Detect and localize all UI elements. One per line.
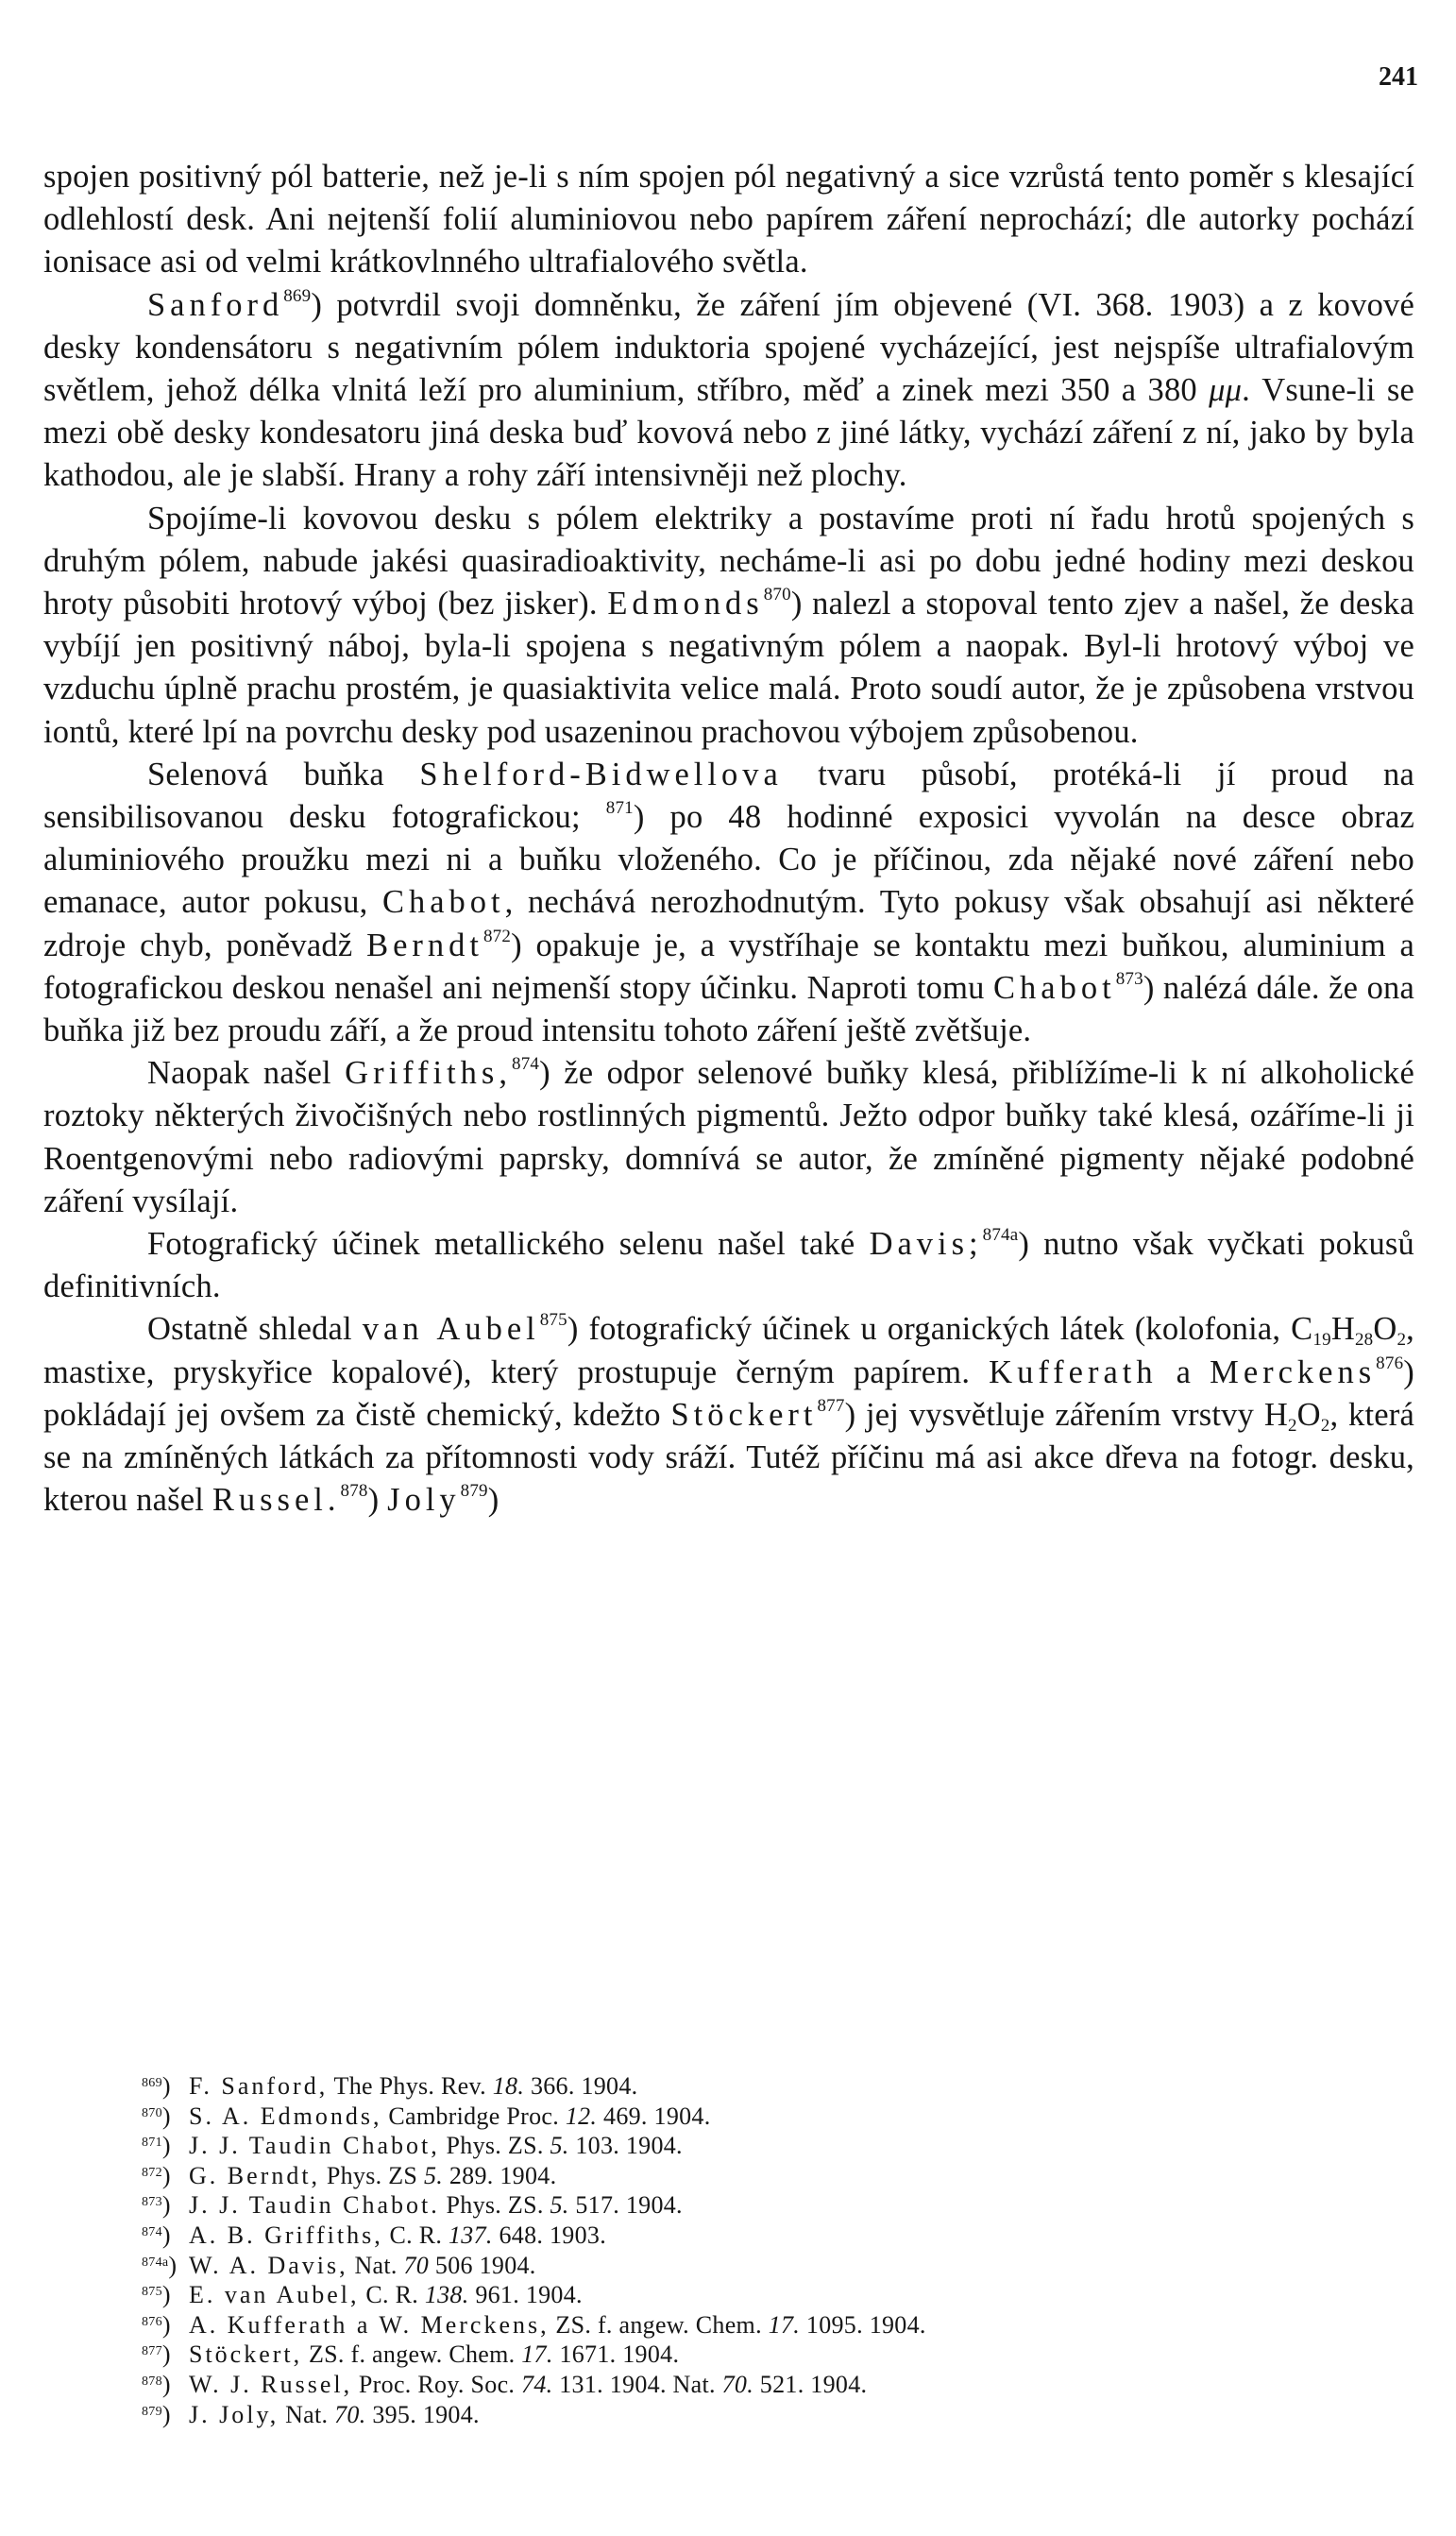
footnote-volume: 137. bbox=[449, 2221, 493, 2249]
footnote: $^{873}$) J. J. Taudin Chabot. Phys. ZS. 5. 517. 1904. bbox=[142, 2191, 683, 2220]
footnote: $^{870}$) S. A. Edmonds, Cambridge Proc. 12. 469. 1904. bbox=[142, 2102, 711, 2130]
footnote-ref[interactable]: 872 bbox=[483, 926, 512, 946]
footnote-number: 877 bbox=[142, 2344, 162, 2359]
paragraph-5: Naopak našel Griffiths,$^{874}$) že odpor selenové buňky klesá, přiblížíme-li k ní alkoholické roztoky některých živočišných nebo rostlinných pigmentů. Ježto odpor buňky také klesá, ozáříme-li ji Roentgenovými nebo radiovými paprsky, domnívá se autor, že zmíněné pigmenty nějaké podobné záření vysílají. bbox=[43, 1054, 1414, 1219]
footnote: $^{874a}$) W. A. Davis, Nat. 70 506 1904. bbox=[142, 2251, 536, 2279]
footnote-volume: 70 bbox=[403, 2251, 430, 2279]
author-name: Berndt bbox=[366, 927, 483, 963]
footnote-number: 872 bbox=[142, 2165, 162, 2180]
footnote-ref[interactable]: 869 bbox=[283, 285, 312, 306]
footnote-ref[interactable]: 875 bbox=[539, 1310, 567, 1331]
formula-subscript: 2 bbox=[1320, 1415, 1330, 1436]
footnote-number: 879 bbox=[142, 2404, 162, 2419]
footnote-volume: 18. bbox=[492, 2072, 525, 2100]
author-name: Chabot bbox=[993, 969, 1116, 1006]
author-name: Stöckert bbox=[670, 1396, 818, 1433]
footnote-author: Stöckert, bbox=[189, 2340, 303, 2369]
footnote-volume: 5. bbox=[550, 2132, 569, 2160]
footnote-volume: 74. bbox=[521, 2370, 553, 2398]
footnote-author: W. A. Davis, bbox=[189, 2251, 348, 2279]
footnote: $^{871}$) J. J. Taudin Chabot, Phys. ZS. 5. 103. 1904. bbox=[142, 2132, 683, 2160]
paragraph-7: Ostatně shledal van Aubel$^{875}$) fotografický účinek u organických látek (kolofonia, $C_{19}H_{28}O_2$, mastixe, pryskyřice kopalové), který prostupuje černým papírem. Kufferath a Merckens$^{876}$) pokládají jej ovšem za čistě chemický, kdežto Stöckert$^{877}$) jej vysvětluje zářením vrstvy $H_2O_2$, která se na zmíněných látkách za přítomnosti vody sráží. Tutéž příčinu má asi akce dřeva na fotogr. desku, kterou našel Russel.$^{878}$) Joly$^{879}$) bbox=[43, 1310, 1414, 1519]
footnote-author: S. A. Edmonds, bbox=[189, 2102, 382, 2130]
footnote-ref[interactable]: 877 bbox=[817, 1395, 845, 1416]
author-name: Kufferath bbox=[989, 1353, 1158, 1390]
footnote-author: A. B. Griffiths, bbox=[189, 2221, 383, 2249]
author-name: Russel. bbox=[212, 1482, 341, 1519]
author-name: Merckens bbox=[1210, 1353, 1377, 1390]
footnote: $^{877}$) Stöckert, ZS. f. angew. Chem. 17. 1671. 1904. bbox=[142, 2340, 680, 2369]
footnote-number: 869 bbox=[142, 2076, 162, 2090]
footnotes bbox=[142, 2071, 1369, 2429]
footnote-number: 876 bbox=[142, 2314, 162, 2329]
footnote: $^{876}$) A. Kufferath a W. Merckens, ZS. f. angew. Chem. 17. 1095. 1904. bbox=[142, 2310, 926, 2339]
footnote-ref[interactable]: 874 bbox=[512, 1054, 540, 1075]
body-text bbox=[43, 156, 1414, 1523]
footnote: $^{875}$) E. van Aubel, C. R. 138. 961. 1904. bbox=[142, 2281, 583, 2309]
page-number: 241 bbox=[1379, 62, 1418, 92]
author-name: Edmonds bbox=[607, 586, 764, 622]
footnote-number: 874a bbox=[142, 2255, 169, 2270]
footnote: $^{878}$) W. J. Russel, Proc. Roy. Soc. 74. 131. 1904. Nat. 70. 521. 1904. bbox=[142, 2370, 868, 2398]
footnote-author: G. Berndt, bbox=[189, 2161, 321, 2189]
footnote-ref[interactable]: 874a bbox=[982, 1225, 1019, 1246]
footnote-author: J. J. Taudin Chabot, bbox=[189, 2132, 440, 2160]
footnote-ref[interactable]: 871 bbox=[605, 798, 634, 819]
footnote: $^{874}$) A. B. Griffiths, C. R. 137. 648. 1903. bbox=[142, 2221, 607, 2249]
paragraph-6: Fotografický účinek metallického selenu našel také Davis;$^{874a}$) nutno však vyčkati pokusů definitivních. bbox=[43, 1225, 1414, 1305]
author-name: Griffiths, bbox=[345, 1055, 512, 1092]
footnote-number: 875 bbox=[142, 2285, 162, 2300]
footnote: $^{879}$) J. Joly, Nat. 70. 395. 1904. bbox=[142, 2400, 480, 2428]
unit-symbol: μμ bbox=[1209, 372, 1243, 409]
footnote-number: 878 bbox=[142, 2374, 162, 2389]
footnote-volume: 5. bbox=[550, 2191, 569, 2220]
footnote-ref[interactable]: 873 bbox=[1115, 968, 1143, 989]
footnote-ref[interactable]: 876 bbox=[1376, 1353, 1404, 1373]
author-name: Shelford-Bidwellova bbox=[419, 756, 783, 792]
formula-subscript: 19 bbox=[1312, 1330, 1331, 1351]
formula-subscript: 2 bbox=[1397, 1330, 1407, 1351]
footnote-volume: 138. bbox=[424, 2281, 469, 2309]
footnote-volume: 70. bbox=[721, 2370, 753, 2398]
author-name: Chabot bbox=[381, 884, 505, 921]
footnote-ref[interactable]: 870 bbox=[763, 585, 791, 605]
footnote-volume: 17. bbox=[768, 2310, 801, 2339]
footnote-author: W. J. Russel, bbox=[189, 2370, 353, 2398]
author-name: Sanford bbox=[147, 286, 284, 323]
footnote-volume: 5. bbox=[423, 2161, 444, 2189]
paragraph-3: Spojíme-li kovovou desku s pólem elektriky a postavíme proti ní řadu hrotů spojených s druhým pólem, nabude jakési quasiradioaktivity, necháme-li asi po dobu jedné hodiny mezi deskou hroty působiti hrotový výboj (bez jisker). Edmonds$^{870}$) nalezl a stopoval tento zjev a našel, že deska vybíjí jen positivný náboj, byla-li spojena s negativným pólem a naopak. Byl-li hrotový výboj ve vzduchu úplně prachu prostém, je quasiaktivita velice malá. Proto soudí autor, že je způsobena vrstvou iontů, které lpí na povrchu desky pod usazeninou prachovou výbojem způsobenou. bbox=[43, 500, 1414, 750]
footnote-author: A. Kufferath a W. Merckens, bbox=[189, 2310, 550, 2339]
footnote-author: J. Joly, bbox=[189, 2400, 279, 2428]
footnote-author: F. Sanford, bbox=[189, 2072, 329, 2100]
footnote-number: 871 bbox=[142, 2136, 162, 2151]
author-name: Joly bbox=[387, 1482, 461, 1519]
footnote-number: 873 bbox=[142, 2195, 162, 2210]
footnote-volume: 70. bbox=[334, 2400, 366, 2428]
paragraph-4: Selenová buňka Shelford-Bidwellova tvaru působí, protéká-li jí proud na sensibilisovanou desku fotografickou; $^{871}$) po 48 hodinné exposici vyvolán na desce obraz aluminiového proužku mezi ni a buňku vloženého. Co je příčinou, zda nějaké nové záření nebo emanace, autor pokusu, Chabot, nechává nerozhodnutým. Tyto pokusy však obsahují asi některé zdroje chyb, poněvadž Berndt$^{872}$) opakuje je, a vystříhaje se kontaktu mezi buňkou, aluminium a fotografickou deskou nenašel ani nejmenší stopy účinku. Naproti tomu Chabot$^{873}$) nalézá dále. že ona buňka již bez proudu září, a že proud intensitu tohoto záření ještě zvětšuje. bbox=[43, 756, 1414, 1049]
footnote-author: E. van Aubel, bbox=[189, 2281, 360, 2309]
footnote-number: 874 bbox=[142, 2224, 162, 2239]
paragraph-2: Sanford$^{869}$) potvrdil svoji domněnku, že záření jím objevené (VI. 368. 1903) a z kovové desky kondensátoru s negativním pólem induktoria spojené vycházející, jest nejspíše ultrafialovým světlem, jehož délka vlnitá leží pro aluminium, stříbro, měď a zinek mezi 350 a 380 μμ. Vsune-li se mezi obě desky kondesatoru jiná deska buď kovová nebo z jiné látky, vychází záření z ní, jako by byla kathodou, ale je slabší. Hrany a rohy září intensivněji než plochy. bbox=[43, 285, 1414, 494]
footnote: $^{869}$) F. Sanford, The Phys. Rev. 18. 366. 1904. bbox=[142, 2072, 638, 2100]
footnote-number: 870 bbox=[142, 2105, 162, 2120]
footnote-author: J. J. Taudin Chabot. bbox=[189, 2191, 440, 2220]
footnote-ref[interactable]: 879 bbox=[460, 1481, 488, 1502]
author-name: van Aubel bbox=[362, 1311, 540, 1348]
author-name: Davis; bbox=[869, 1226, 983, 1263]
footnote-volume: 12. bbox=[565, 2102, 598, 2130]
footnote: $^{872}$) G. Berndt, Phys. ZS 5. 289. 1904. bbox=[142, 2161, 557, 2189]
footnote-ref[interactable]: 878 bbox=[340, 1481, 368, 1502]
paragraph-1: spojen positivný pól batterie, než je-li s ním spojen pól negativný a sice vzrůstá tento poměr s klesající odlehlostí desk. Ani nejtenší folií aluminiovou nebo papírem záření neprochází; dle autorky pochází ionisace asi od velmi krátkovlnného ultrafialového světla. bbox=[43, 159, 1414, 281]
footnote-volume: 17. bbox=[521, 2340, 553, 2369]
formula-subscript: 28 bbox=[1354, 1330, 1374, 1351]
formula-subscript: 2 bbox=[1287, 1415, 1297, 1436]
